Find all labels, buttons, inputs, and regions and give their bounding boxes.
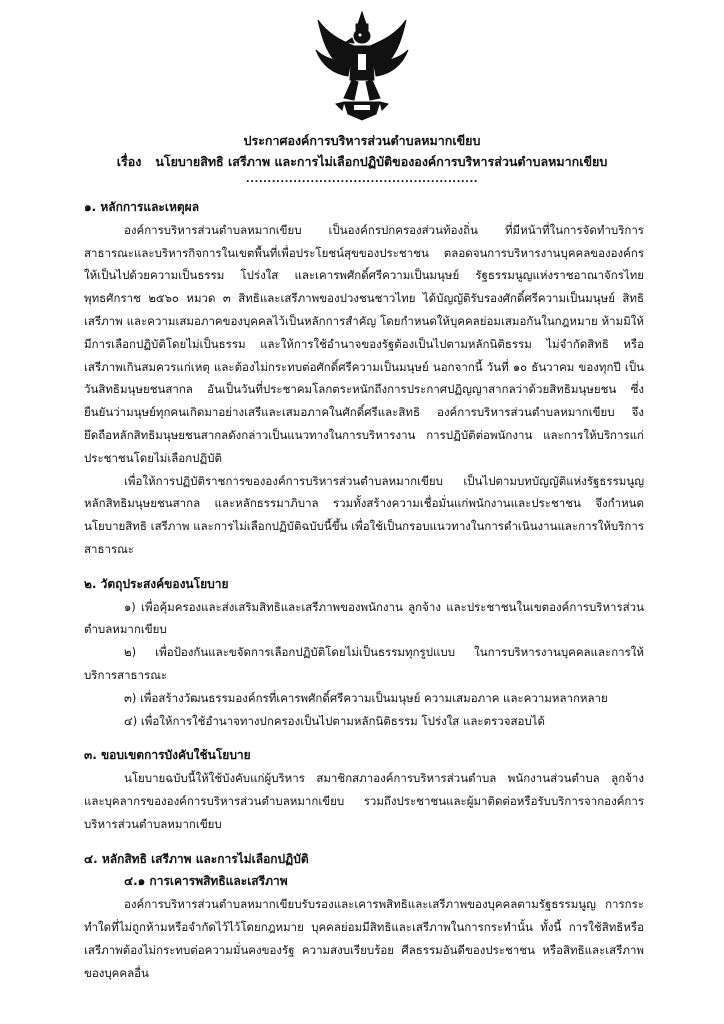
section-2-heading: ๒. วัตถุประสงค์ของนโยบาย (84, 576, 229, 591)
subject-text: นโยบายสิทธิ เสรีภาพ และการไม่เลือกปฏิบัติขององค์การบริหารส่วนตำบลหมากเขียบ (155, 154, 608, 169)
section-4-1-heading: ๔.๑ การเคารพสิทธิและเสรีภาพ (124, 874, 288, 889)
section-1-paragraph-1: องค์การบริหารส่วนตำบลหมากเขียบ เป็นองค์กรปกครองส่วนท้องถิ่น ที่มีหน้าที่ในการจัดทำบริการสาธารณะและบริหารกิจการในเขตพื้นที่เพื่อประโยชน์สุขของประชาชน ตลอดจนการบริหารงานบุคคลขององค์กรให้เป็นไปด้วยความเป็นธรรม โปร่งใส และเคารพศักดิ์ศรีความเป็นมนุษย์ รัฐธรรมนูญแห่งราชอาณาจักรไทย พุทธศักราช ๒๕๖๐ หมวด ๓ สิทธิและเสรีภาพของปวงชนชาวไทย ได้บัญญัติรับรองศักดิ์ศรีความเป็นมนุษย์ สิทธิ เสรีภาพ และความเสมอภาคของบุคคลไว้เป็นหลักการสำคัญ โดยกำหนดให้บุคคลย่อมเสมอกันในกฎหมาย ห้ามมิให้มีการเลือกปฏิบัติโดยไม่เป็นธรรม และให้การใช้อำนาจของรัฐต้องเป็นไปตามหลักนิติธรรม ไม่จำกัดสิทธิ หรือเสรีภาพเกินสมควรแก่เหตุ และต้องไม่กระทบต่อศักดิ์ศรีความเป็นมนุษย์ นอกจากนี้ วันที่ ๑๐ ธันวาคม ของทุกปี เป็นวันสิทธิมนุษยชนสากล อันเป็นวันที่ประชาคมโลกตระหนักถึงการประกาศปฏิญญาสากลว่าด้วยสิทธิมนุษยชน ซึ่งยืนยันว่ามนุษย์ทุกคนเกิดมาอย่างเสรีและเสมอภาคในศักดิ์ศรีและสิทธิ องค์การบริหารส่วนตำบลหมากเขียบ จึงยึดถือหลักสิทธิมนุษยชนสากลดังกล่าวเป็นแนวทางในการบริหารงาน การปฏิบัติต่อพนักงาน และการให้บริการแก่ประชาชนโดยไม่เลือกปฏิบัติ (84, 222, 644, 465)
section-1-paragraph-2: เพื่อให้การปฏิบัติราชการขององค์การบริหารส่วนตำบลหมากเขียบ เป็นไปตามบทบัญญัติแห่งรัฐธรรมนูญหลักสิทธิมนุษยชนสากล และหลักธรรมาภิบาล รวมทั้งสร้างความเชื่อมั่นแก่พนักงานและประชาชน จึงกำหนดนโยบายสิทธิ เสรีภาพ และการไม่เลือกปฏิบัติฉบับนี้ขึ้น เพื่อใช้เป็นกรอบแนวทางในการดำเนินงานและการให้บริการสาธารณะ (84, 473, 644, 556)
objective-item-1: ๑) เพื่อคุ้มครองและส่งเสริมสิทธิและเสรีภาพของพนักงาน ลูกจ้าง และประชาชนในเขตองค์การบริหารส่วนตำบลหมากเขียบ (84, 599, 644, 637)
subject-label: เรื่อง (116, 154, 142, 169)
section-4-1-paragraph: องค์การบริหารส่วนตำบลหมากเขียบรับรองและเคารพสิทธิและเสรีภาพของบุคคลตามรัฐธรรมนูญ การกระทำใดที่ไม่ถูกห้ามหรือจำกัดไว้ไว้โดยกฎหมาย บุคคลย่อมมีสิทธิและเสรีภาพในการกระทำนั้น ทั้งนี้ การใช้สิทธิหรือเสรีภาพต้องไม่กระทบต่อความมั่นคงของรัฐ ความสงบเรียบร้อย ศีลธรรมอันดีของประชาชน หรือสิทธิและเสรีภาพของบุคคลอื่น (84, 897, 644, 980)
document-subject (0, 152, 724, 172)
section-3-paragraph: นโยบายฉบับนี้ให้ใช้บังคับแก่ผู้บริหาร สมาชิกสภาองค์การบริหารส่วนตำบล พนักงานส่วนตำบล ลูกจ้าง และบุคลากรขององค์การบริหารส่วนตำบลหมากเขียบ รวมถึงประชาชนและผู้มาติดต่อหรือรับบริการจากองค์การบริหารส่วนตำบลหมากเขียบ (84, 771, 644, 831)
objective-item-3: ๓) เพื่อสร้างวัฒนธรรมองค์กรที่เคารพศักดิ์ศรีความเป็นมนุษย์ ความเสมอภาค และความหลากหลาย (124, 690, 608, 705)
section-1-heading: ๑. หลักการและเหตุผล (84, 200, 200, 214)
title-separator: ...................................................... (245, 174, 479, 185)
document-body (84, 196, 644, 984)
document-title: ประกาศองค์การบริหารส่วนตำบลหมากเขียบ (243, 133, 481, 148)
section-3-heading: ๓. ขอบเขตการบังคับใช้นโยบาย (84, 748, 251, 763)
garuda-emblem-icon (314, 10, 410, 122)
section-4-heading: ๔. หลักสิทธิ เสรีภาพ และการไม่เลือกปฏิบัติ (84, 851, 309, 866)
objective-item-2: ๒) เพื่อป้องกันและขจัดการเลือกปฏิบัติโดยไม่เป็นธรรมทุกรูปแบบ ในการบริหารงานบุคคลและการให้บริการสาธารณะ (84, 645, 644, 682)
objective-item-4: ๔) เพื่อให้การใช้อำนาจทางปกครองเป็นไปตามหลักนิติธรรม โปร่งใส และตรวจสอบได้ (124, 713, 545, 728)
